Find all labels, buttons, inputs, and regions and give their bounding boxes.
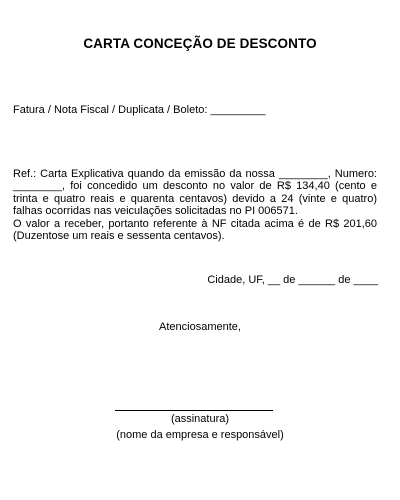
signature-line (115, 410, 273, 411)
letter-body (13, 168, 377, 242)
place-date-line: Cidade, UF, __ de ______ de ____ (207, 274, 378, 286)
signatory-label: (nome da empresa e responsável) (116, 429, 284, 441)
signature-label: (assinatura) (170, 413, 230, 425)
document-title: CARTA CONCEÇÃO DE DESCONTO (83, 36, 317, 51)
invoice-reference-line: Fatura / Nota Fiscal / Duplicata / Boleto: _________ (13, 104, 266, 116)
amount-due-paragraph: O valor a receber, portanto referente à NF citada acima é de R$ 201,60 (Duzentose um reais e sessenta centavos). (13, 217, 377, 243)
closing-salutation: Atenciosamente, (159, 321, 241, 333)
discount-paragraph: Ref.: Carta Explicativa quando da emissão da nossa ________, Numero: ________, foi concedido um desconto no valor de R$ 134,40 (cento e trinta e quatro reais e quarenta centavos) devido a 24 (vinte e quatro) falhas ocorridas nas veiculações solicitadas no PI 006571. (13, 168, 377, 218)
